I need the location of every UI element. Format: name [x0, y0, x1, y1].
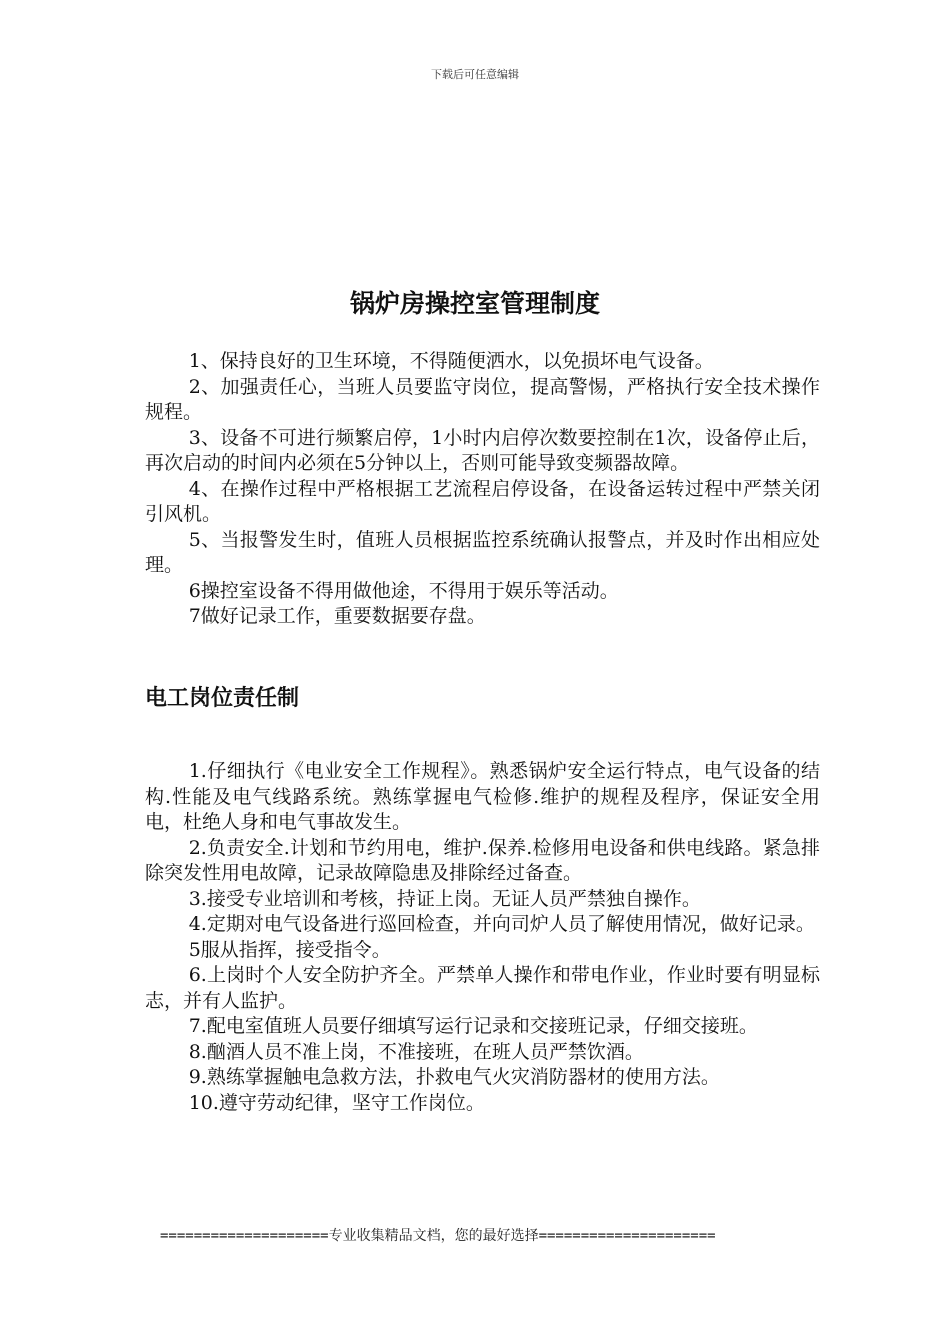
list-item: 10.遵守劳动纪律，坚守工作岗位。: [188, 1091, 485, 1114]
list-item: 1.仔细执行《电业安全工作规程》。熟悉锅炉安全运行特点，电气设备的结构.性能及电气线路系统。熟练掌握电气检修.维护的规程及程序，保证安全用电，杜绝人身和电气事故发生。: [145, 760, 820, 833]
list-item: 3.接受专业培训和考核，持证上岗。无证人员严禁独自操作。: [188, 887, 701, 910]
section-heading: 电工岗位责任制: [145, 686, 300, 711]
list-item: 6.上岗时个人安全防护齐全。严禁单人操作和带电作业，作业时要有明显标志，并有人监护。: [145, 964, 820, 1012]
list-item: 1、保持良好的卫生环境，不得随便洒水，以免损坏电气设备。: [188, 350, 714, 372]
list-item: 4.定期对电气设备进行巡回检查，并向司炉人员了解使用情况，做好记录。: [188, 913, 815, 935]
footer-banner: ====================专业收集精品文档，您的最好选择=====================: [160, 1228, 716, 1244]
list-item: 7.配电室值班人员要仔细填写运行记录和交接班记录，仔细交接班。: [188, 1015, 758, 1037]
list-item: 5、当报警发生时，值班人员根据监控系统确认报警点，并及时作出相应处理。: [145, 528, 820, 576]
list-item: 4、在操作过程中严格根据工艺流程启停设备，在设备运转过程中严禁关闭引风机。: [145, 477, 820, 525]
control-room-rules-list: [145, 349, 820, 630]
list-item: 3、设备不可进行频繁启停，1小时内启停次数要控制在1次，设备停止后，再次启动的时间内必须在5分钟以上，否则可能导致变频器故障。: [145, 426, 820, 474]
header-note: 下载后可任意编辑: [431, 68, 519, 81]
list-item: 7做好记录工作，重要数据要存盘。: [188, 605, 486, 627]
list-item: 2、加强责任心，当班人员要监守岗位，提高警惕，严格执行安全技术操作规程。: [145, 375, 820, 423]
document-title: 锅炉房操控室管理制度: [349, 289, 600, 318]
list-item: 8.酗酒人员不准上岗，不准接班，在班人员严禁饮酒。: [188, 1040, 644, 1063]
list-item: 6操控室设备不得用做他途，不得用于娱乐等活动。: [188, 579, 619, 602]
list-item: 2.负责安全.计划和节约用电，维护.保养.检修用电设备和供电线路。紧急排除突发性用电故障，记录故障隐患及排除经过备查。: [145, 836, 820, 884]
list-item: 9.熟练掌握触电急救方法，扑救电气火灾消防器材的使用方法。: [188, 1066, 720, 1088]
electrician-duties-list: [145, 759, 820, 1116]
list-item: 5服从指挥，接受指令。: [188, 938, 391, 961]
